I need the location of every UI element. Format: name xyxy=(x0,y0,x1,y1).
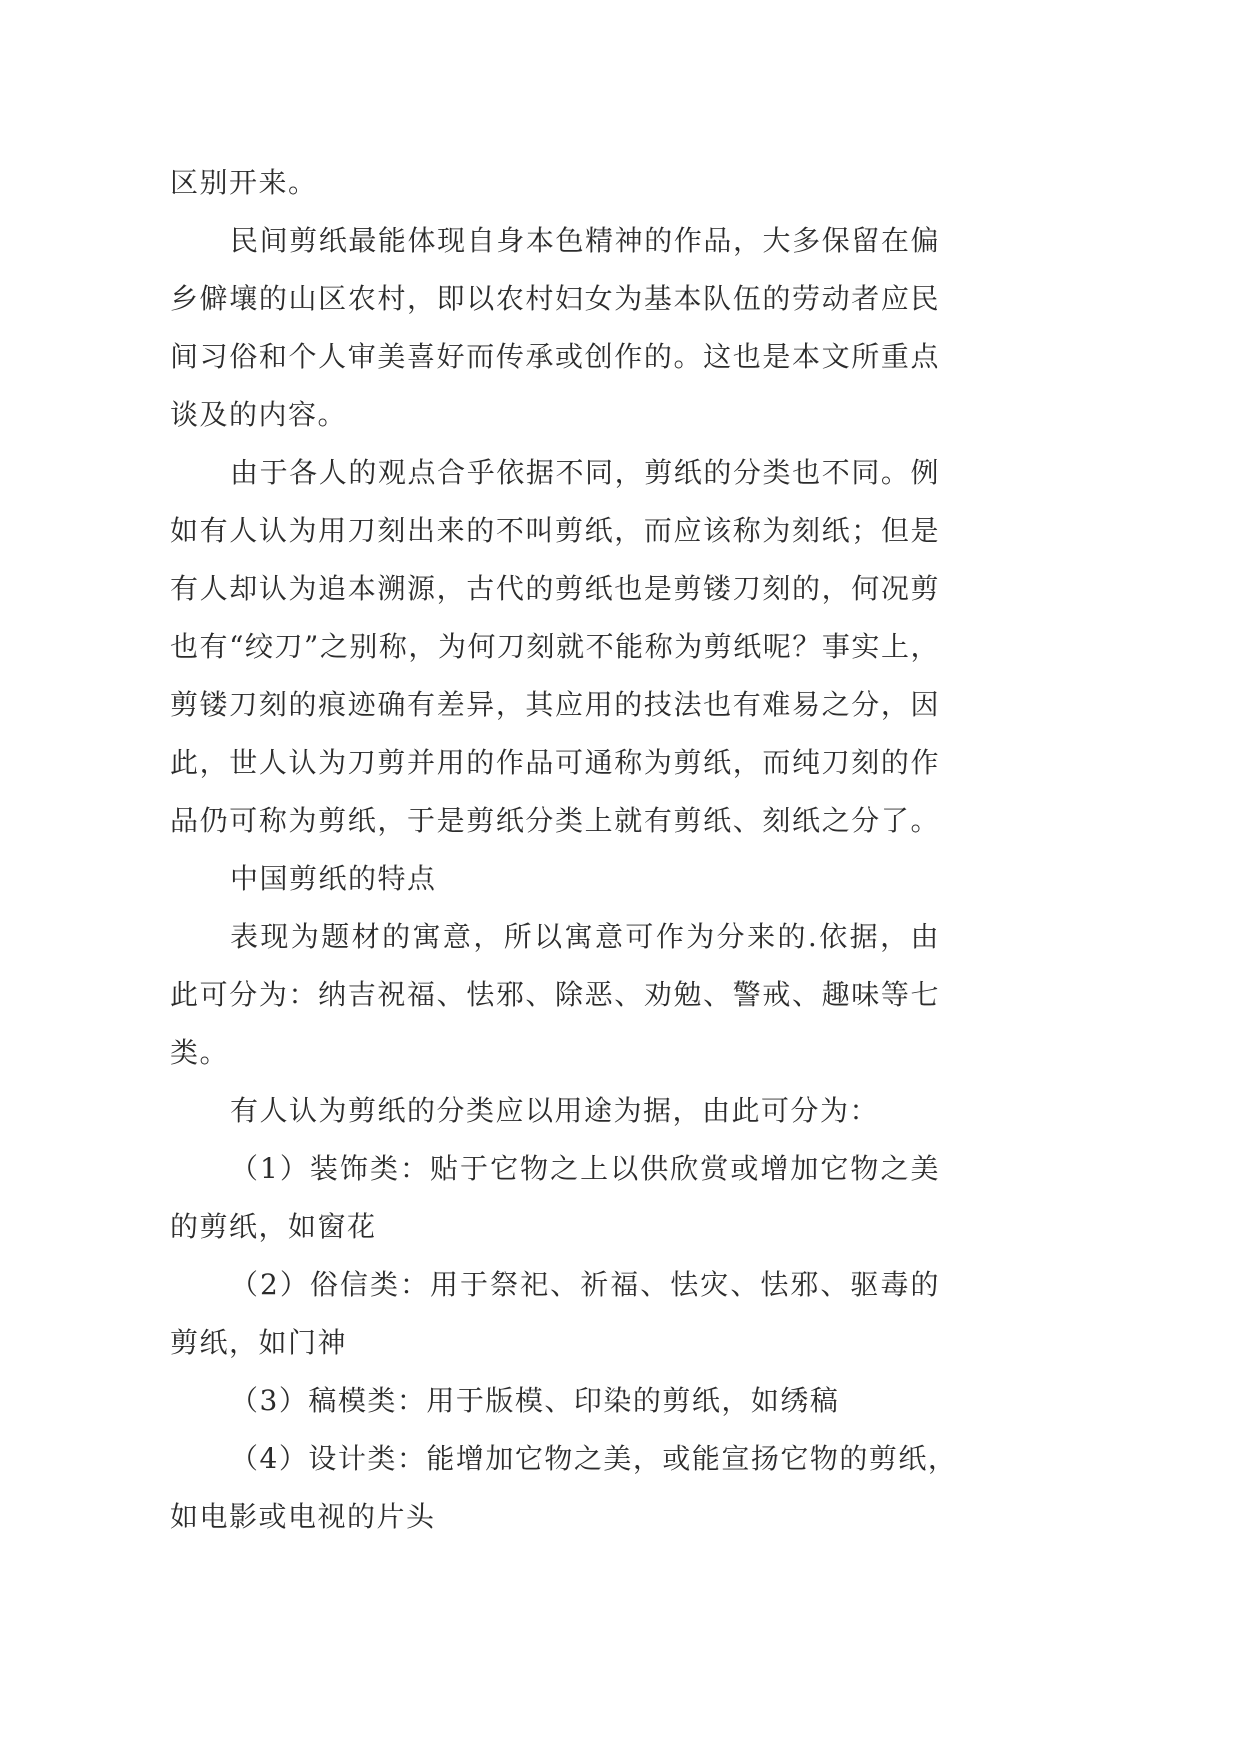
text-line: 民间剪纸最能体现自身本色精神的作品，大多保留在偏 xyxy=(230,224,940,257)
text-line: 表现为题材的寓意，所以寓意可作为分来的.依据，由 xyxy=(230,920,940,953)
text-line: 类。 xyxy=(170,1036,230,1069)
paragraph xyxy=(170,908,940,1082)
text-line: 此可分为：纳吉祝福、怯邪、除恶、劝勉、警戒、趣味等七 xyxy=(170,978,940,1011)
document-body xyxy=(170,154,958,1546)
paragraph xyxy=(170,1082,940,1140)
text-line: （3）稿模类：用于版模、印染的剪纸，如绣稿 xyxy=(230,1384,840,1417)
text-line: 的剪纸，如窗花 xyxy=(170,1210,377,1243)
text-line: （2）俗信类：用于祭祀、祈福、怯灾、怯邪、驱毒的 xyxy=(230,1268,940,1301)
text-line: 如电影或电视的片头 xyxy=(170,1500,436,1533)
text-line: 乡僻壤的山区农村，即以农村妇女为基本队伍的劳动者应民 xyxy=(170,282,940,315)
text-line: 剪纸，如门神 xyxy=(170,1326,348,1359)
text-line: 剪镂刀刻的痕迹确有差异，其应用的技法也有难易之分，因 xyxy=(170,688,940,721)
paragraph xyxy=(170,444,940,850)
paragraph xyxy=(170,154,940,212)
text-line: 也有“绞刀”之别称，为何刀刻就不能称为剪纸呢？事实上， xyxy=(170,630,940,663)
list-item xyxy=(170,1430,958,1546)
list-item xyxy=(170,1140,940,1256)
section-heading: 中国剪纸的特点 xyxy=(230,862,437,895)
text-line: （4）设计类：能增加它物之美，或能宣扬它物的剪纸， xyxy=(230,1442,958,1475)
text-line: 品仍可称为剪纸，于是剪纸分类上就有剪纸、刻纸之分了。 xyxy=(170,804,940,837)
text-line: 有人认为剪纸的分类应以用途为据，由此可分为： xyxy=(230,1094,880,1127)
list-item xyxy=(170,1372,940,1430)
paragraph xyxy=(170,212,940,444)
text-line: 间习俗和个人审美喜好而传承或创作的。这也是本文所重点 xyxy=(170,340,940,373)
text-line: 区别开来。 xyxy=(170,166,318,199)
text-line: 有人却认为追本溯源，古代的剪纸也是剪镂刀刻的，何况剪 xyxy=(170,572,940,605)
text-line: 谈及的内容。 xyxy=(170,398,348,431)
text-line: 如有人认为用刀刻出来的不叫剪纸，而应该称为刻纸；但是 xyxy=(170,514,940,547)
text-line: （1）装饰类：贴于它物之上以供欣赏或增加它物之美 xyxy=(230,1152,940,1185)
list-item xyxy=(170,1256,940,1372)
text-line: 由于各人的观点合乎依据不同，剪纸的分类也不同。例 xyxy=(230,456,940,489)
text-line: 此，世人认为刀剪并用的作品可通称为剪纸，而纯刀刻的作 xyxy=(170,746,940,779)
